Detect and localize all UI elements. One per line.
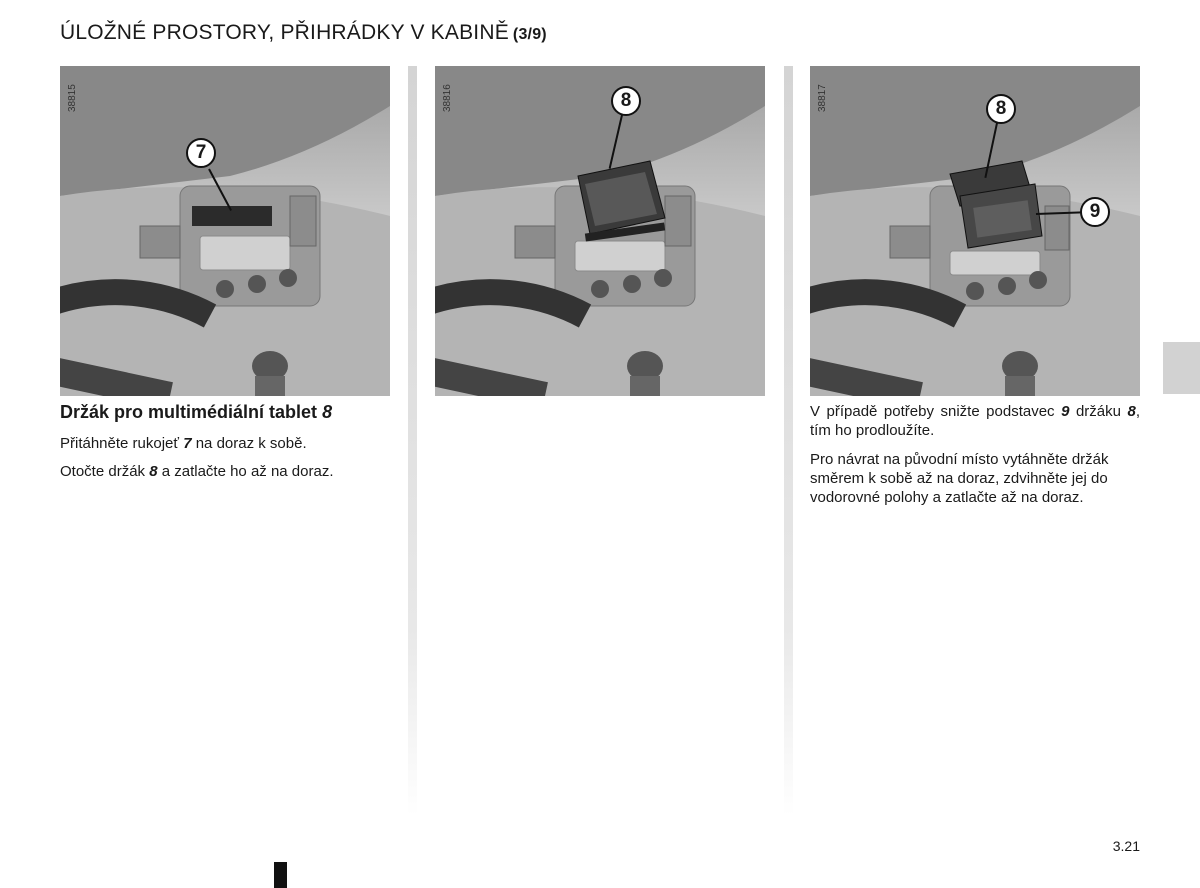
- print-corner-mark: [274, 862, 287, 888]
- figure-ref-code: 38816: [442, 84, 453, 112]
- ref-number: 8: [149, 463, 158, 480]
- ref-number: 7: [183, 435, 192, 452]
- page-number: 3.21: [1112, 838, 1140, 854]
- text-run: držáku: [1069, 403, 1128, 420]
- instruction-return-position: Pro návrat na původní místo vytáhněte držák směrem k sobě až na doraz, zdvihněte jej do vodorovné polohy a zatlačte až na doraz.: [810, 451, 1109, 506]
- callout-8: 8: [611, 86, 641, 116]
- text-run: a zatlačte ho až na doraz.: [157, 463, 334, 480]
- ref-number: 9: [1061, 403, 1070, 420]
- figure-ref-code: 38817: [817, 84, 828, 112]
- page-title-text: ÚLOŽNÉ PROSTORY, PŘIHRÁDKY V KABINĚ: [60, 21, 509, 44]
- instruction-pull-handle: [60, 434, 390, 453]
- ref-number: 8: [1127, 403, 1136, 420]
- illustration-tablet-handle: [60, 66, 390, 396]
- dashboard-drawing: [435, 66, 765, 396]
- callout-9: 9: [1080, 197, 1110, 227]
- column-divider-2: [784, 66, 793, 816]
- text-run: Otočte držák: [60, 463, 150, 480]
- callout-8: 8: [986, 94, 1016, 124]
- text-run: Přitáhněte rukojeť: [60, 435, 184, 452]
- text-run: V případě potřeby snižte podstavec: [810, 403, 1062, 420]
- text-run: , tím ho prodloužíte.: [810, 403, 1140, 439]
- section-heading: [60, 402, 332, 423]
- section-heading-ref: 8: [322, 402, 333, 422]
- page-title: [60, 21, 547, 45]
- text-run: na doraz k sobě.: [191, 435, 307, 452]
- dashboard-drawing: [60, 66, 390, 396]
- page-title-part: (3/9): [512, 26, 547, 43]
- section-heading-text: Držák pro multimédiální tablet: [60, 402, 318, 422]
- instruction-rotate-holder: [60, 462, 390, 481]
- instruction-lower-base: [810, 402, 1140, 440]
- illustration-tablet-holder-extended: [810, 66, 1140, 396]
- figure-ref-code: 38815: [67, 84, 78, 112]
- dashboard-drawing: [810, 66, 1140, 396]
- chapter-thumb-tab: [1163, 342, 1200, 394]
- callout-7: 7: [186, 138, 216, 168]
- column-divider-1: [408, 66, 417, 816]
- illustration-tablet-holder-rotated: [435, 66, 765, 396]
